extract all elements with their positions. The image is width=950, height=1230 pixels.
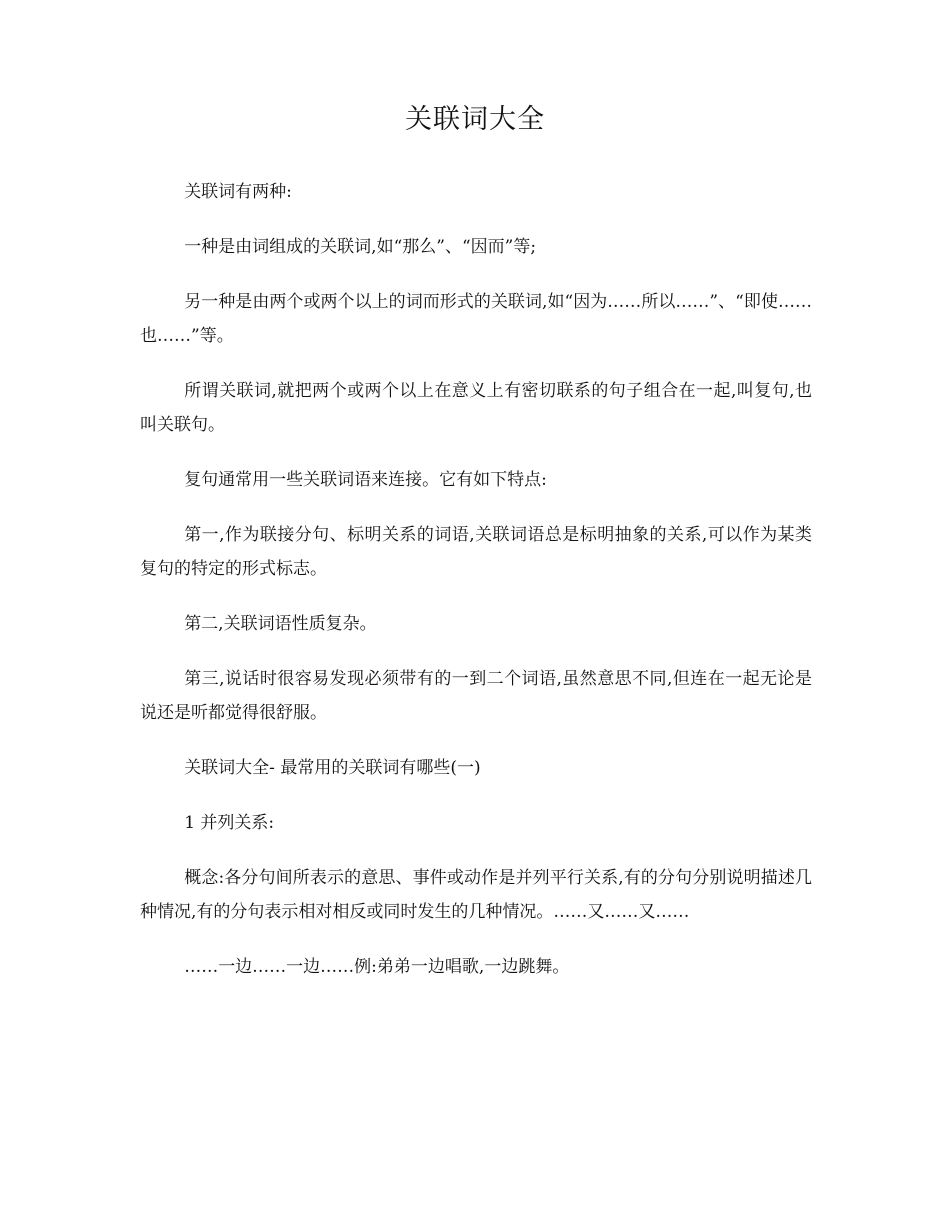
paragraph: 另一种是由两个或两个以上的词而形式的关联词,如“因为……所以……”、“即使……也……”等。 <box>140 292 812 346</box>
paragraph: 复句通常用一些关联词语来连接。它有如下特点: <box>184 470 547 490</box>
document-body <box>140 175 812 1005</box>
paragraph: 第一,作为联接分句、标明关系的词语,关联词语总是标明抽象的关系,可以作为某类复句的特定的形式标志。 <box>140 525 812 579</box>
paragraph: 一种是由词组成的关联词,如“那么”、“因而”等; <box>184 237 537 257</box>
document-title: 关联词大全 <box>405 104 545 135</box>
subsection-heading: 1 并列关系: <box>184 813 275 833</box>
section-heading: 关联词大全- 最常用的关联词有哪些(一) <box>184 758 481 778</box>
paragraph: 第三,说话时很容易发现必须带有的一到二个词语,虽然意思不同,但连在一起无论是说还是听都觉得很舒服。 <box>140 669 812 723</box>
paragraph: 所谓关联词,就把两个或两个以上在意义上有密切联系的句子组合在一起,叫复句,也叫关联句。 <box>140 381 812 435</box>
paragraph: 第二,关联词语性质复杂。 <box>184 614 377 634</box>
paragraph: ……一边……一边……例:弟弟一边唱歌,一边跳舞。 <box>184 957 570 977</box>
paragraph: 概念:各分句间所表示的意思、事件或动作是并列平行关系,有的分句分别说明描述几种情况,有的分句表示相对相反或同时发生的几种情况。……又……又…… <box>140 868 812 922</box>
paragraph: 关联词有两种: <box>184 182 292 202</box>
